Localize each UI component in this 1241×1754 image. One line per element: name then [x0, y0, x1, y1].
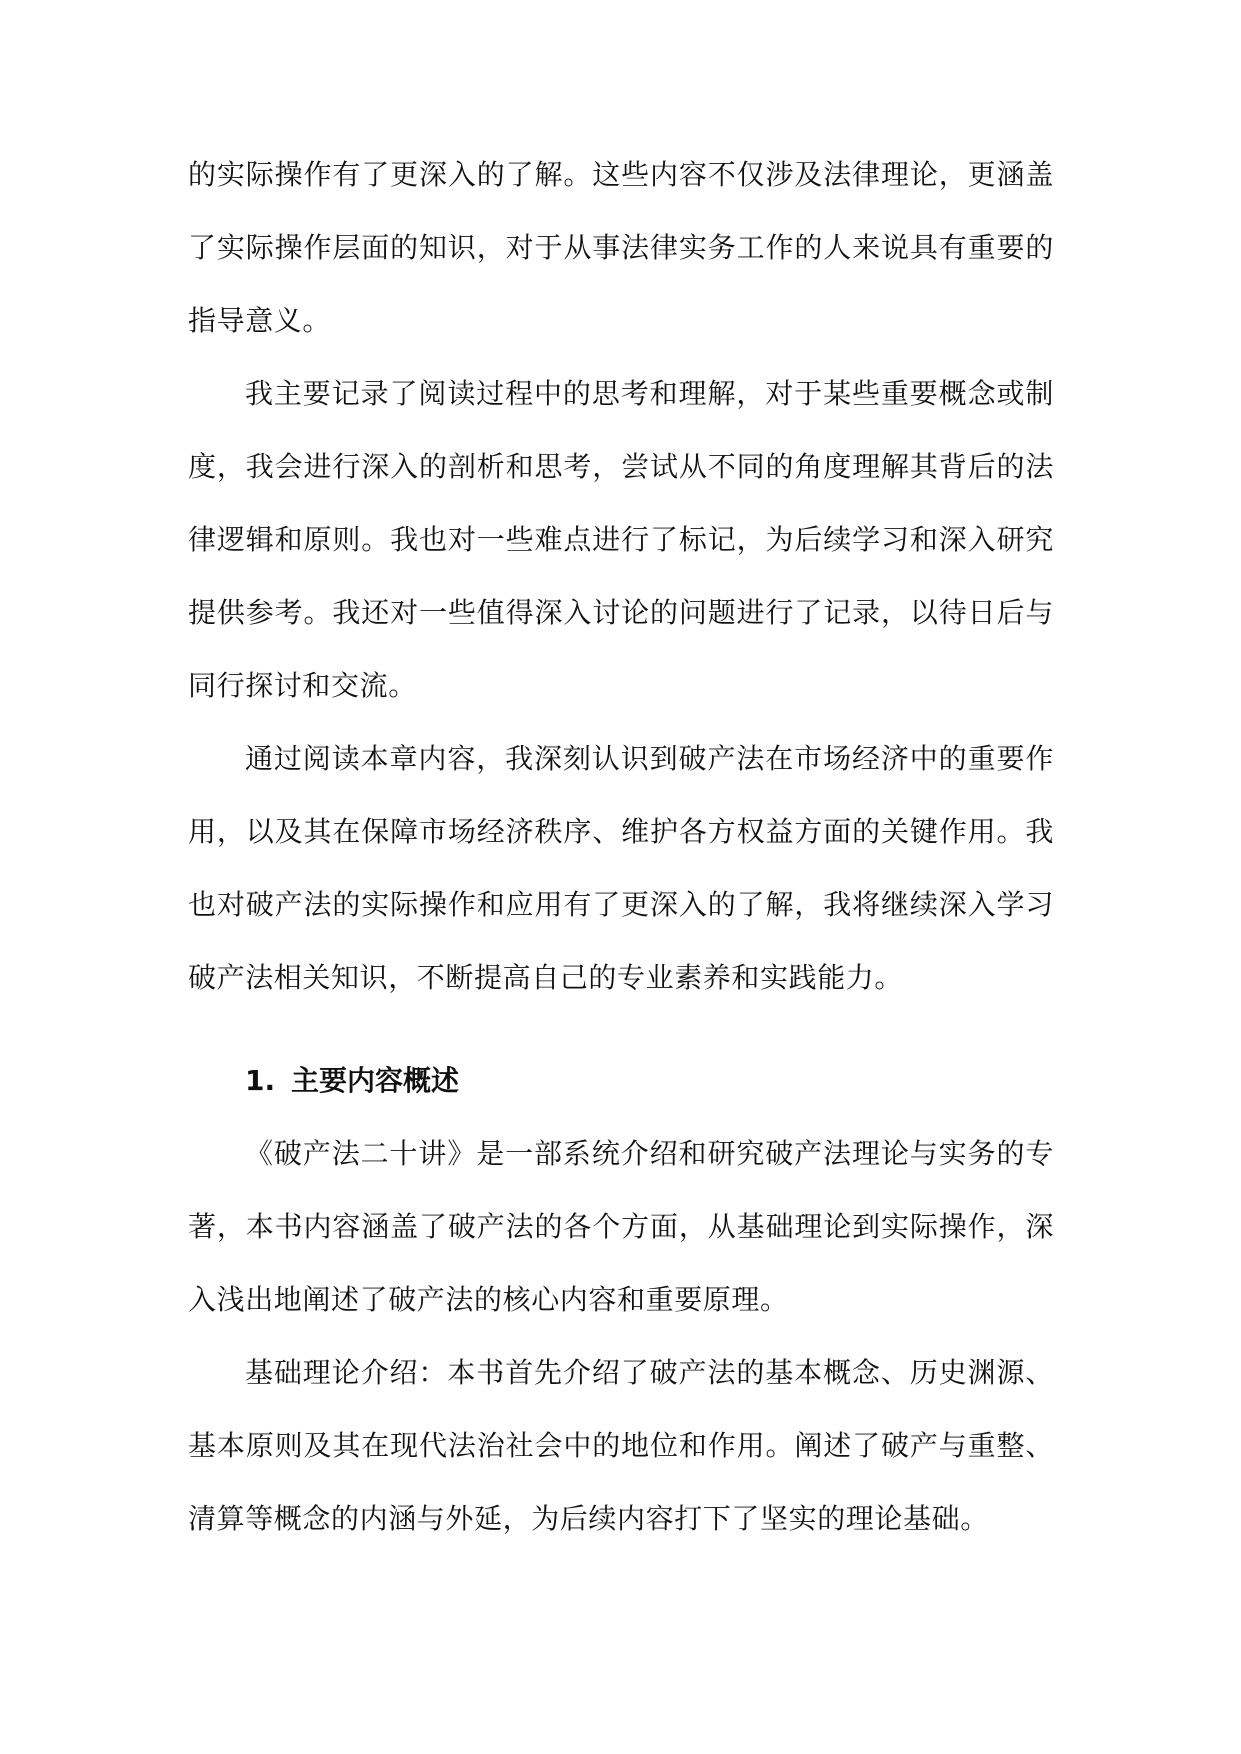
paragraph-reading-notes: 我主要记录了阅读过程中的思考和理解，对于某些重要概念或制度，我会进行深入的剖析和思考，尝试从不同的角度理解其背后的法律逻辑和原则。我也对一些难点进行了标记，为后续学习和深入研究提供参考。我还对一些值得深入讨论的问题进行了记录，以待日后与同行探讨和交流。 — [188, 377, 1054, 702]
paragraph-basic-theory: 基础理论介绍：本书首先介绍了破产法的基本概念、历史渊源、基本原则及其在现代法治社会中的地位和作用。阐述了破产与重整、清算等概念的内涵与外延，为后续内容打下了坚实的理论基础。 — [188, 1356, 1054, 1535]
section-title: 主要内容概述 — [291, 1064, 460, 1097]
page-content — [188, 138, 1054, 1555]
section-number: 1. — [245, 1064, 276, 1097]
section-heading — [188, 1044, 1054, 1117]
paragraph-chapter-reflection: 通过阅读本章内容，我深刻认识到破产法在市场经济中的重要作用，以及其在保障市场经济秩序、维护各方权益方面的关键作用。我也对破产法的实际操作和应用有了更深入的了解，我将继续深入学习破产法相关知识，不断提高自己的专业素养和实践能力。 — [188, 742, 1054, 994]
paragraph-continued: 的实际操作有了更深入的了解。这些内容不仅涉及法律理论，更涵盖了实际操作层面的知识，对于从事法律实务工作的人来说具有重要的指导意义。 — [188, 158, 1054, 337]
paragraph-book-overview: 《破产法二十讲》是一部系统介绍和研究破产法理论与实务的专著，本书内容涵盖了破产法的各个方面，从基础理论到实际操作，深入浅出地阐述了破产法的核心内容和重要原理。 — [188, 1137, 1054, 1316]
